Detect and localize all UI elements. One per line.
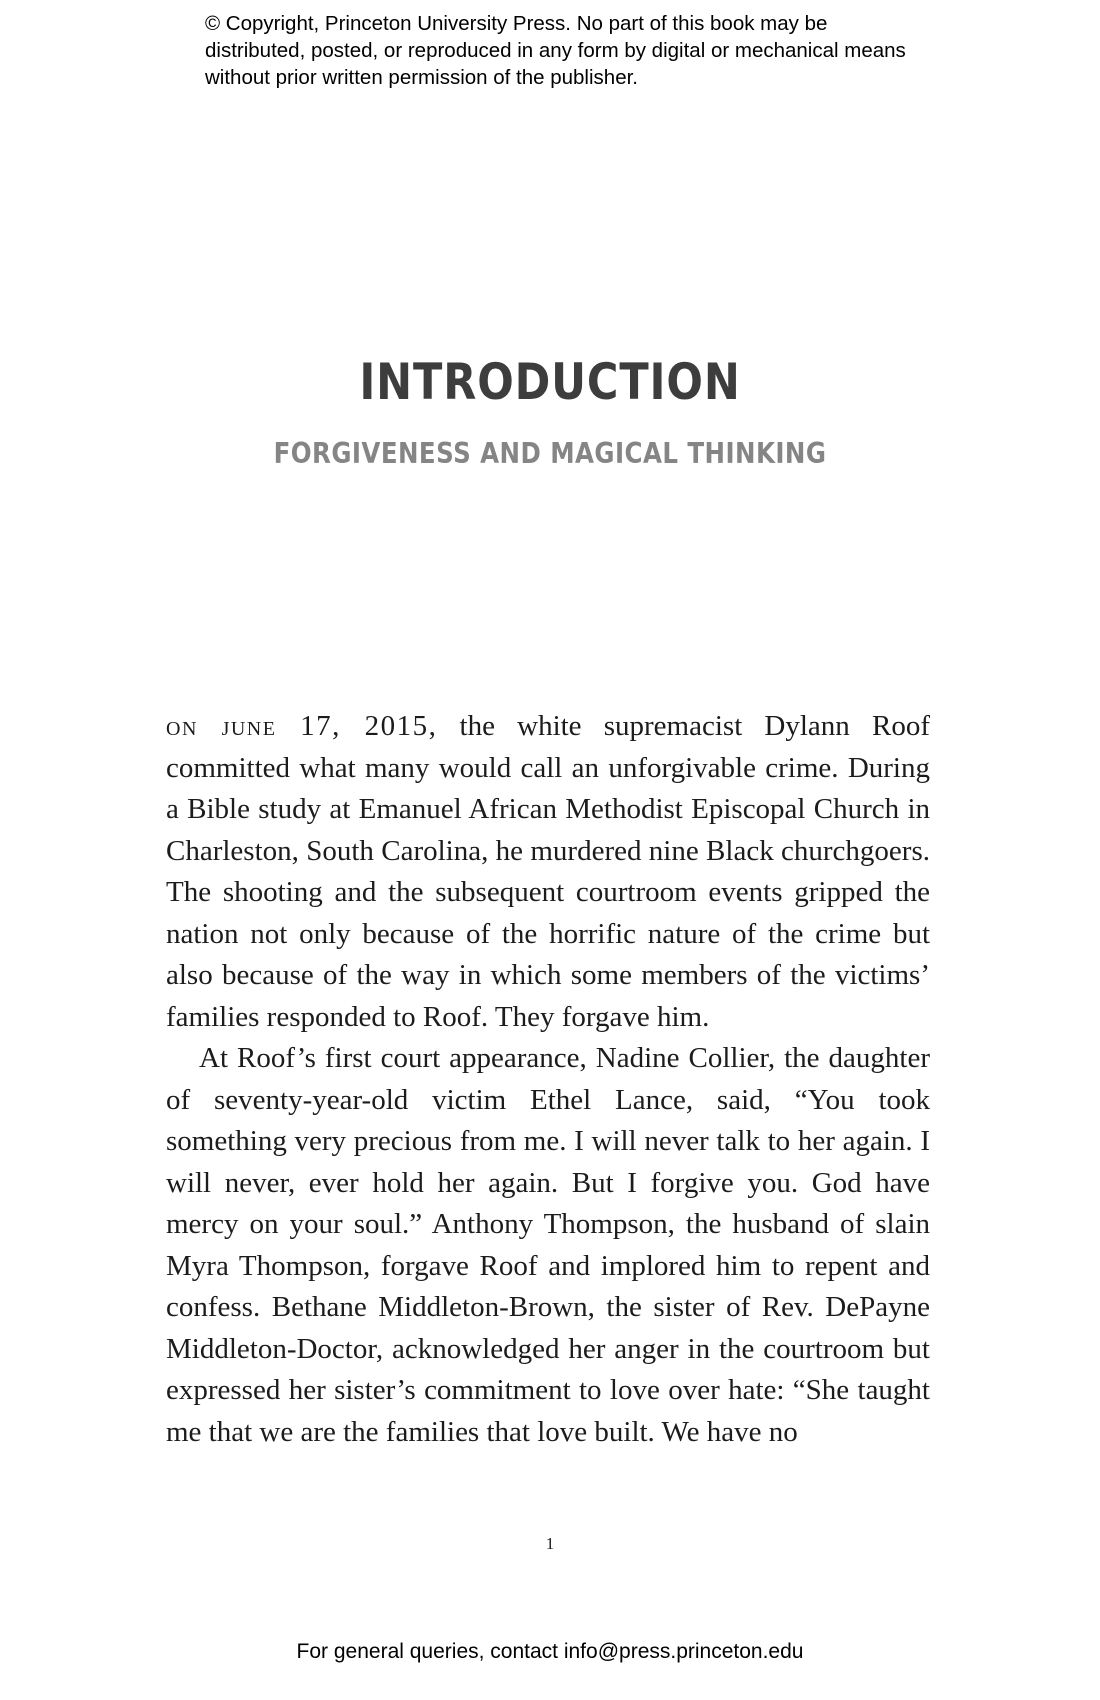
chapter-header [0, 350, 1100, 474]
body-text [166, 706, 930, 1453]
chapter-subtitle: FORGIVENESS AND MAGICAL THINKING [273, 437, 827, 470]
opening-smallcaps: on june 17, 2015, [166, 710, 438, 742]
body-paragraph-1 [166, 706, 930, 1038]
footer-contact: For general queries, contact info@press.princeton.edu [296, 1640, 804, 1663]
body-paragraph-2: At Roof’s first court appearance, Nadine Collier, the daughter of seventy-year-old victim Ethel Lance, said, “You took something very precious from me. I will never talk to her again. I will never, ever hold her again. But I forgive you. God have mercy on your soul.” Anthony Thompson, the husband of slain Myra Thompson, forgave Roof and implored him to repent and confess. Bethane Middleton-Brown, the sister of Rev. DePayne Middleton-Doctor, acknowledged her anger in the courtroom but expressed her sister’s commitment to love over hate: “She taught me that we are the families that love built. We have no [166, 1042, 930, 1448]
body-paragraph-1-text: the white supremacist Dylann Roof committed what many would call an unforgivable crime. During a Bible study at Emanuel African Methodist Episcopal Church in Charleston, South Carolina, he murdered nine Black churchgoers. The shooting and the subsequent courtroom events gripped the nation not only because of the horrific nature of the crime but also because of the way in which some members of the victims’ families responded to Roof. They forgave him. [166, 710, 930, 1033]
chapter-title: INTRODUCTION [359, 353, 741, 411]
page-number: 1 [545, 1534, 555, 1553]
copyright-notice: © Copyright, Princeton University Press. No part of this book may be distributed, posted, or reproduced in any form by digital or mechanical means without prior written permission of the publisher. [205, 12, 906, 89]
